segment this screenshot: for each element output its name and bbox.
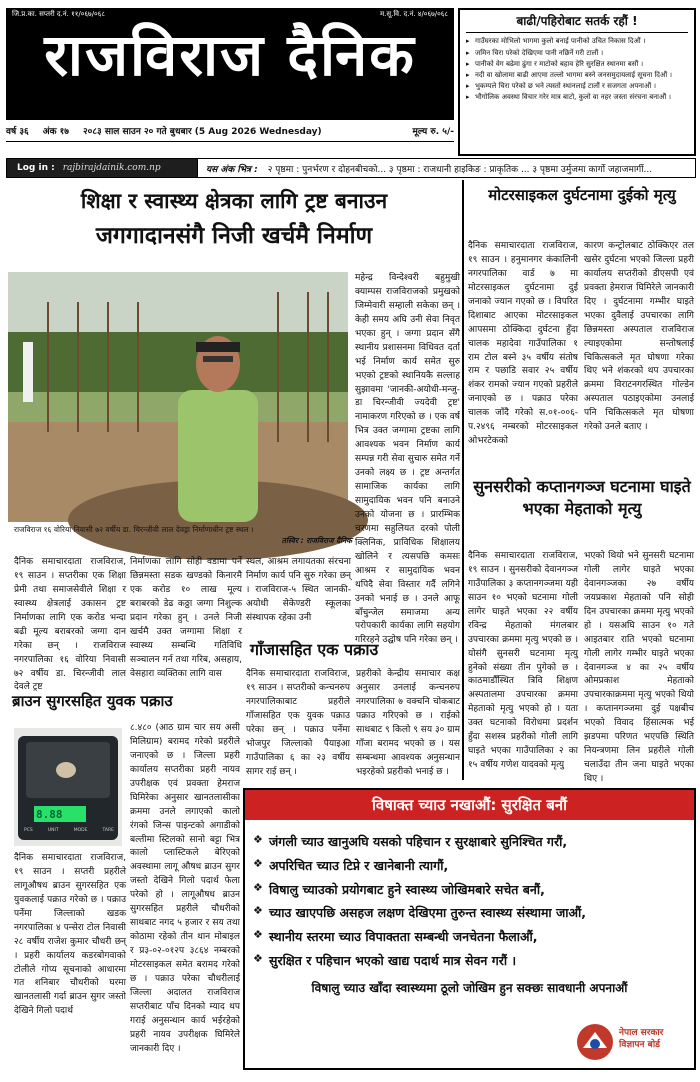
brown-column-2: ८.४८० (आठ ग्राम चार सय असी मिलिग्राम) बरामद गरेको प्रहरीले जनाएको छ । जिल्ला प्रहरी कार्यालय सप्तरीका प्रहरी नायव उपरीक्षक एवं प्रवक्ता हेमराज घिमिरेका अनुसार खानतलासीका क्रममा उनले लगाएको कालो रंगको जिन्स पाइन्टको अगाडीको बल्तीमा स्टिलको सानो बट्टा भित्र कालो प्लास्टिकले बेरिएको अवस्थामा लागू औषध ब्राउन सुगर जस्तो देखिने गिलो पदार्थ फेला परेको हो । लागूऔषध ब्राउन सुगरसहित प्रहरीले चौधरीको साथबाट नगद ५ हजार र सय तथा कोठामा रहेको तीन थान मोबाइल र प्र३-०२-०१२प ३८६४ नम्बरको मोटरसाइकल समेत बरामद गरेको छ । पक्राउ परेका चौधरीलाई जिल्ला अदालत राजविराज सप्तरीबाट पाँच दिनको म्याद थप गराई अनुसन्धान कार्य भईरहेको प्रहरी नायव उपरीक्षक घिमिरेले जानकारी दिए ।	[130, 723, 240, 1054]
alert-list	[466, 36, 688, 102]
alert-item: ▸ पानीको वेग बढेमा ढुंगा र माटोको बहाव हेरि सुरक्षित स्थानमा बसौं ।	[466, 59, 688, 69]
alert-item: ▸ जमिन चिरा परेको देखिएमा पानी नछिर्ने गरी टालौं ।	[466, 48, 688, 58]
lead-headline-1: शिक्षा र स्वास्थ्य क्षेत्रका लागि ट्रष्ट बनाउन	[80, 189, 388, 213]
scale-button-label: MODE	[73, 828, 88, 833]
ganja-headline: गाँजासहित एक पक्राउ	[250, 640, 379, 659]
brown-headline: ब्राउन सुगरसहित युवक पक्राउ	[12, 692, 173, 710]
website-link[interactable]: rajbirajdainik.com.np	[62, 163, 161, 173]
moto-column-2: कारण कन्ट्रोलबाट ठोक्किएर तल खसेर दुर्घटना भएको जिल्ला प्रहरी कार्यालय सप्तरीको डीएसपी एवं प्रवक्ता हेमराज घिमिरेले जानकारी दिए । दुर्घटनामा गम्भीर घाइते भएका दुवैलाई उपचारका लागि छिन्नमस्ता अस्पताल राजविराज ल्याइएकोमा सन्तोषलाई चिकित्सकले मृत घोषणा गरेका थिए भने शंकरको थप उपचारका क्रममा विराटनगरस्थित गोल्डेन अस्पताल पठाइएकोमा उनलाई पनि चिकित्सकले मृत घोषणा गरेको उनले बताए ।	[584, 241, 694, 433]
alert-item: ▸ गाउँघरका मोभिलो भागमा कुलो बनाई पानीको उचित निकास दिऔं ।	[466, 36, 688, 46]
lead-photo	[8, 272, 348, 522]
registration-left: जि.प्र.का. सप्तरी द.नं. ११/०६७/०६८	[12, 10, 105, 18]
alert-item: ▸ भौगोलिक अवस्था विचार गरेर मात्र बाटो, कुलो वा नहर जस्ता संरचना बनाऔं ।	[466, 92, 688, 102]
newspaper-title: राजविराज दैनिक	[44, 21, 416, 89]
sunsari-column-2: भएको थियो भने सुनसरी घटनामा गोली लागेर घाइते भएका देवानगञ्जका २७ वर्षीय जयप्रकाश मेहताको पनि सोही दिन उपचारका क्रममा मृत्यु भएको हो । यसअघि साउन १० गते आइतबार राति भएको घटनामा गोली लागेर गम्भीर घाइते भएका देवानगञ्ज ४ का २५ वर्षीय ओमप्रकाश मेहताको उपचारकाक्रममा मृत्यु भएको थियो । कप्तानगञ्जमा दुई पक्षबीच भएको विवाद हिंसात्मक भई झडपमा परिणत भएपछि स्थिति नियन्त्रणमा लिन प्रहरीले गोली चलाउँदा तीन जना घाइते भएका थिए ।	[584, 551, 694, 784]
notice-footer: विषालु च्याउ खाँदा स्वास्थ्यमा ठूलो जोखिम हुन सक्छः सावधानी अपनाऔं	[311, 980, 628, 995]
notice-item: ❖ विषालु च्याउको प्रयोगबाट हुने स्वास्थ्य जोखिमबारे सचेत बनौं,	[253, 878, 682, 902]
issue-price: मूल्य रु. ५/-	[412, 127, 454, 137]
login-box[interactable]	[6, 158, 198, 178]
notice-title: विषाक्त च्याउ नखाऔं: सुरक्षित बनौं	[245, 790, 694, 820]
alert-item: ▸ नदी वा खोलामा बाढी आएमा तल्लो भागमा बस्ने जनसमुदायलाई सूचना दिऔं ।	[466, 70, 688, 80]
ganja-column-1: दैनिक समाचारदाता राजविराज, १९ साउन । सप्तरीको कन्चनरुप नगरपालिकाबाट प्रहरीले गाँजासहित एक युवक पक्राउ परेका छन् । पक्राउ पर्नेमा भोजपुर जिल्लाको पैयाइआ गाउँपालिका ६ का २३ वर्षीय सागर राई छन् ।	[246, 669, 350, 777]
government-emblem-icon	[575, 1022, 615, 1062]
moto-column-1: दैनिक समाचारदाता राजविराज, १९ साउन । हनुमानगर कंकालिनी नगरपालिका वार्ड ७ मा मोटरसाइकल दुर्घटनामा दुई जनाको ज्यान गएको छ । विपरित दिशाबाट आएका मोटरसाइकल आपसमा ठोक्किदा दुर्घटना हुँदा चालक महादेवा गाउँपालिका १ राम टोल बस्ने ३५ वर्षीय संतोष राम र पछाडि सवार २५ वर्षीय शंकर रामको ज्यान गएको प्रहरीले जनाएको छ । पक्राउ परेका चालक जाँदै गरेको स.०१-००६-प.२४९६ नम्बरको मोटरसाइकल ओभरटेकको	[468, 241, 578, 447]
registration-right: म.सू.वि. द.नं. ४/०६७/०६८	[380, 10, 448, 18]
lead-photo-credit: तस्विर : राजविराज दैनिक	[281, 536, 352, 545]
notice-item: ❖ च्याउ खाएपछि असहज लक्षण देखिएमा तुरुन्त स्वास्थ्य संस्थामा जाऔं,	[253, 901, 682, 925]
scale-button-label: TARE	[102, 828, 114, 833]
inside-text: २ पृष्ठमा : पुनर्भरण र दोहनबीचको... ३ पृष्ठमा : राजधानी हाइकिङ : प्राकृतिक ... ३ पृष्ठमा उर्मुजमा कार्गो जहाजमार्गी...	[267, 164, 653, 175]
login-label: Log in :	[17, 163, 55, 173]
lead-side-column: महेन्द्र विन्देश्वरी बहुमुखी क्याम्पस राजविराजको प्रमुखको जिम्मेवारी सम्हाली सकेका छन् । केही समय अघि उनी सेवा निवृत भएका हुन् । जग्गा प्रदान सँगै स्थानीय प्रशासनमा विधिवत दर्ता भई निर्माण कार्य समेत सुरु भएको ट्रष्टको स्थानियकै सल्लाह सुझावमा 'जानकी-अयोधी-मन्जु-डा चिरन्जीवी ज्यदेवी ट्रष्ट' नामाकरण गरिएको छ । एक वर्ष भित्र उक्त जग्गामा ट्रष्टका लागि आवश्यक भवन निर्माण कार्य सम्पन्न गरी सेवा सुचारु समेत गर्ने उनको लक्ष्य छ । ट्रष्ट अन्तर्गत सामाजिक कार्यका लागि सामुदायिक भवन पनि बनाउने उनको योजना छ । प्रारम्भिक चरणमा सहुलियत दरको पोली क्लिनिक, प्राविधिक शिक्षालय खोलिने र त्यसपछि कमसः आश्रम र सामुदायिक भवन थपिदै सेवा विस्तार गर्दै लगिने उनको भनाई छ । उनले आफू बाँचुन्जेल समाजमा अन्य परोपकारी कार्यका लागि सहयोग गरिरहने उद्घोष पनि गरेका छन् ।	[355, 273, 460, 646]
flood-alert-box	[458, 8, 696, 156]
notice-item: ❖ सुरक्षित र पहिचान भएको खाद्य पदार्थ मात्र सेवन गरौं ।	[253, 949, 682, 973]
scale-buttons	[24, 828, 114, 833]
issue-number: अंक १७	[42, 127, 69, 137]
notice-item: ❖ स्थानीय स्तरमा च्याउ विपाक्तता सम्बन्धी जनचेतना फैलाऔं,	[253, 925, 682, 949]
issue-date: २०८३ साल साउन २० गते बुधबार (5 Aug 2026 Wednesday)	[83, 127, 322, 137]
issue-year: वर्ष ३६	[6, 127, 29, 137]
scale-photo	[14, 728, 122, 846]
masthead	[6, 8, 454, 120]
mushroom-notice	[243, 788, 696, 1070]
construction-site-image	[8, 272, 348, 522]
notice-item: ❖ अपरिचित च्याउ टिप्ने र खानेबानी त्यागौं,	[253, 854, 682, 878]
lead-headline-2: जगगादानसंगै निजी खर्चमै निर्माण	[95, 223, 373, 249]
inside-label: यस अंक भित्र :	[206, 164, 258, 175]
scale-button-label: PCS	[24, 828, 33, 833]
ganja-column-2: प्रहरीको केन्द्रीय समाचार कक्ष अनुसार उनलाई कन्चनरुप नगरपालिका ७ वक्चनि चोकबाट पक्राउ गरिएको छ । राईको साथबाट ९ किलो ९ सय ३० ग्राम गाँजा बरामद भएको छ । यस सम्बन्धमा आवश्यक अनुसन्धान भइरहेको प्रहरीको भनाई छ ।	[356, 669, 460, 777]
lead-photo-caption: राजविराज १६ वोरिया निवासी ७२ वर्षीय डा. चिरन्जीवी लाल देवड्रा निर्माणाधीन ट्रष्ट स्थल ।	[14, 525, 254, 534]
brown-column-1: दैनिक समाचारदाता राजविराज, १९ साउन । सप्तरी प्रहरीले लागूऔषध ब्राउन सुगरसहित एक युवकलाई पक्राउ गरेको छ । पक्राउ पर्नेमा जिल्लाको खडक नगरपालिका ४ पन्सेरा टोल निवासी २८ वर्षीय राजेश कुमार चौधरी छन् । प्रहरी कार्यालय कडरबोगवाको टोलीले गोप्य सूचनाको आधारमा गत शनिबार चौधरीको घरमा खानतलासी गर्दा ब्राउन सुगर जस्तो देखिने गिलो पदार्थ	[14, 853, 126, 1017]
alert-item: ▸ भुकम्पले चिरा परेको छ भने त्यस्तो स्थानलाई टालौं र सजगता अपनाऔं ।	[466, 81, 688, 91]
lead-column-2: निर्माणका लागि सोही वडामा पर्ने छिन्नमस्ता सडक खण्डको किनारमै एक करोड १० लाख मूल्य बराबरको डेढ कठ्ठा जग्गा निशुल्क प्रदान गरेका हुन् । उनले निजी खर्चमै उक्त जग्गामा शिक्षा र स्वास्थ्य सम्बन्धि गतिविधि सञ्चालन गर्न तथा गरिब, असहाय, वेसहारा व्यक्तिका लागि वास	[130, 557, 242, 679]
sunsari-column-1: दैनिक समाचारदाता राजविराज, १९ साउन । सुनसरीको देवानगञ्ज गाउँपालिका ३ कप्तानगञ्जमा यही साउन १० भएको घटनामा गोली लागेर घाइते भएका २२ वर्षीय रविन्द्र मेहताको मंगलबार उपचारका क्रममा मृत्यु भएको छ । योसंगै सुनसरी घटनामा मृत्यु हुनेको संख्या तीन पुगेको छ । काठमाडौँस्थित त्रिवि शिक्षण अस्पतालमा उपचारका क्रममा मेहताको मृत्यु भएको हो । यता उक्त घटनाको विरोधमा प्रदर्शन हुँदा सशस्त्र प्रहरीको गोली लागि घाइते भएका गाउँपालिका २ का १५ वर्षीय गणेश यादवको मृत्यु	[468, 551, 578, 771]
notice-org	[619, 1028, 663, 1051]
moto-headline: मोटरसाइकल दुर्घटनामा दुईको मृत्यु	[488, 186, 676, 204]
lead-column-1: दैनिक समाचारदाता राजविराज, १९ साउन । सप्तरीका एक शिक्षा प्रेमी तथा समाजसेवीले शिक्षा र स्वास्थ्य क्षेत्रलाई उकासन ट्रष्ट निर्माणका लागि एक करोड भन्दा बढी मूल्य बराबरको जग्गा दान गरेका छन् । राजविराज नगरपालिका १६ वोरिया निवासी ७२ वर्षीय डा. चिरन्जीवी लाल देवले ट्रष्ट	[14, 557, 126, 693]
sunsari-headline: सुनसरीको कप्तानगञ्ज घटनामा घाइते भएका मेहताको मृत्यु	[473, 477, 691, 518]
notice-list	[245, 820, 694, 973]
issue-info-bar	[6, 120, 454, 142]
notice-item: ❖ जंगली च्याउ खानुअघि यसको पहिचान र सुरक्षाबारे सुनिश्चित गरौं,	[253, 830, 682, 854]
scale-button-label: UNIT	[47, 828, 59, 833]
scale-reading: 8.88	[36, 808, 63, 821]
org-line-1: नेपाल सरकार	[619, 1028, 664, 1038]
inside-issue-bar	[198, 158, 696, 178]
lead-column-3: स्थल, आश्रम लगायतका संरचना निर्माण कार्य पनि सुरु गरेका छन् । राजविराज-५ स्थित जानकी-अयोधी सेकेण्डरी स्कूलका संस्थापक रहेका उनी	[246, 557, 351, 623]
org-line-2: विज्ञापन बोर्ड	[619, 1039, 660, 1050]
column-divider	[462, 180, 464, 780]
alert-title: बाढी/पहिरोबाट सतर्क रहौं !	[466, 13, 688, 33]
login-bar	[6, 158, 696, 178]
